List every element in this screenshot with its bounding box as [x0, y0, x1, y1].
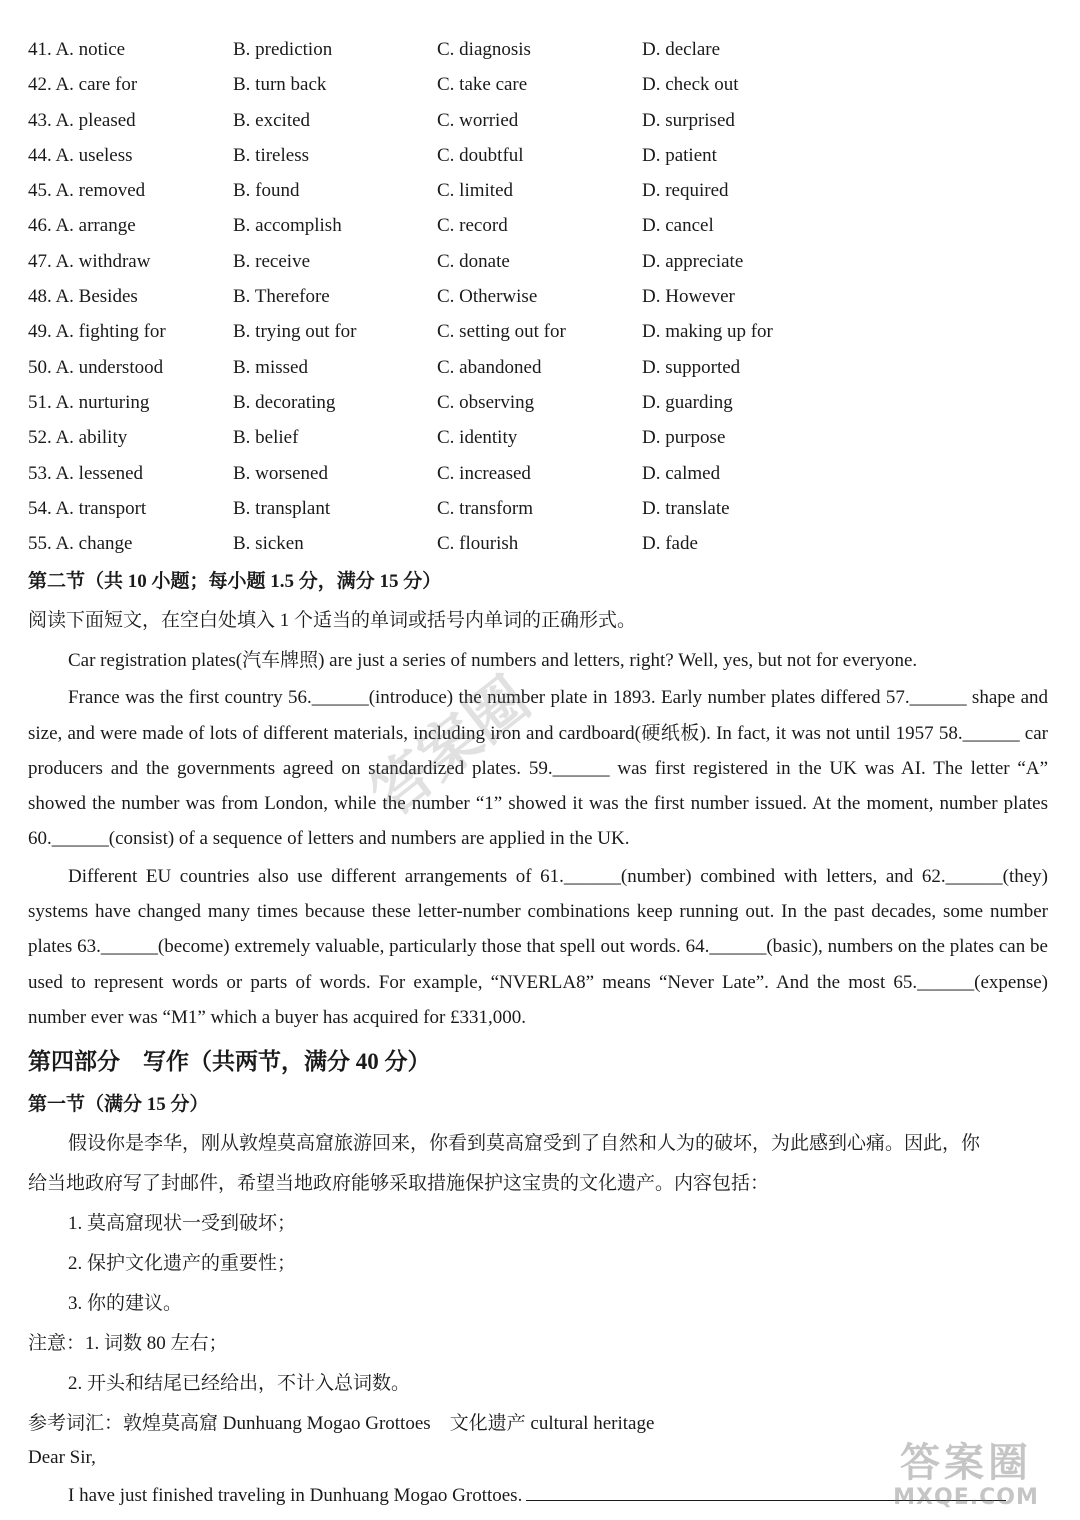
letter-first-sentence: I have just finished traveling in Dunhuang Mogao Grottoes.	[68, 1485, 523, 1506]
option-choice: 42. A. care for	[28, 74, 138, 96]
passage-paragraph: Different EU countries also use different arrangements of 61.______(number) combined with letters, and 62.______(they) systems have changed many times because these letter-number combinations keep running out. In the past decades, some number plates 63.______(become) extremely valuable, particularly those that spell out words. 64.______(basic), numbers on the plates can be used to represent words or parts of words. For example, “NVERLA8” means “Never Late”. And the most 65.______(expense) number ever was “M1” which a buyer has acquired for £331,000.	[28, 865, 1048, 1028]
option-choice: C. worried	[437, 109, 519, 131]
part4-heading: 第四部分 写作（共两节，满分 40 分）	[28, 1049, 431, 1074]
option-choice: C. transform	[437, 497, 534, 519]
option-choice: B. turn back	[233, 74, 327, 96]
option-choice: 50. A. understood	[28, 356, 164, 378]
option-row	[28, 526, 1068, 561]
option-choice: 52. A. ability	[28, 427, 128, 449]
option-choice: D. fade	[642, 533, 698, 555]
options-list	[28, 32, 1068, 561]
option-choice: C. limited	[437, 180, 513, 202]
option-row	[28, 103, 1068, 138]
section2-instruction: 阅读下面短文，在空白处填入 1 个适当的单词或括号内单词的正确形式。	[28, 610, 637, 631]
option-row	[28, 208, 1068, 243]
option-choice: D. purpose	[642, 427, 726, 449]
option-choice: 46. A. arrange	[28, 215, 136, 237]
passage	[28, 643, 1048, 1035]
option-choice: B. Therefore	[233, 286, 330, 308]
option-choice: B. receive	[233, 250, 311, 272]
option-choice: C. doubtful	[437, 144, 524, 166]
option-choice: B. found	[233, 180, 300, 202]
option-choice: 49. A. fighting for	[28, 321, 166, 343]
option-choice: B. belief	[233, 427, 299, 449]
option-choice: B. transplant	[233, 497, 331, 519]
option-choice: D. required	[642, 180, 729, 202]
option-choice: C. donate	[437, 250, 510, 272]
passage-paragraph: France was the first country 56.______(introduce) the number plate in 1893. Early number plates differed 57.______ shape and size, and were made of lots of different materials, including iron and cardboard(硬纸板). In fact, it was not until 1957 58.______ car producers and the governments agreed on standardized plates. 59.______ was first registered in the UK was AI. The letter “A” showed the number was from London, while the number “1” showed it was the first number issued. At the moment, number plates 60.______(consist) of a sequence of letters and numbers are applied in the UK.	[28, 687, 1048, 850]
option-row	[28, 32, 1068, 67]
option-row	[28, 244, 1068, 279]
option-choice: C. setting out for	[437, 321, 566, 343]
content-point-1: 1. 莫高窟现状一受到破坏；	[68, 1213, 297, 1234]
option-choice: B. tireless	[233, 144, 309, 166]
option-choice: B. decorating	[233, 391, 336, 413]
option-choice: B. excited	[233, 109, 311, 131]
option-choice: B. sicken	[233, 533, 304, 555]
option-choice: 44. A. useless	[28, 144, 133, 166]
option-choice: 41. A. notice	[28, 39, 126, 60]
option-choice: D. appreciate	[642, 250, 744, 272]
option-choice: 54. A. transport	[28, 497, 147, 519]
option-row	[28, 279, 1068, 314]
site-logo	[866, 1440, 1066, 1512]
option-choice: C. Otherwise	[437, 286, 538, 308]
part4-section1-heading: 第一节（满分 15 分）	[28, 1094, 209, 1115]
content-point-2: 2. 保护文化遗产的重要性；	[68, 1253, 297, 1274]
option-choice: B. trying out for	[233, 321, 357, 343]
option-choice: C. diagnosis	[437, 39, 531, 60]
option-choice: D. translate	[642, 497, 730, 519]
option-choice: D. calmed	[642, 462, 721, 484]
option-choice: D. making up for	[642, 321, 773, 343]
option-choice: D. cancel	[642, 215, 714, 237]
logo-text: 答案圈	[900, 1440, 1032, 1486]
option-choice: B. prediction	[233, 39, 333, 60]
option-choice: 43. A. pleased	[28, 109, 136, 131]
option-choice: 45. A. removed	[28, 180, 146, 202]
writing-prompt-line1: 假设你是李华，刚从敦煌莫高窟旅游回来，你看到莫高窟受到了自然和人为的破坏，为此感到心痛。因此，你	[68, 1133, 981, 1154]
option-row	[28, 67, 1068, 102]
option-choice: 53. A. lessened	[28, 462, 144, 484]
option-row	[28, 420, 1068, 455]
section2-heading: 第二节（共 10 小题；每小题 1.5 分，满分 15 分）	[28, 571, 442, 592]
option-row	[28, 385, 1068, 420]
passage-paragraph: Car registration plates(汽车牌照) are just a series of numbers and letters, right? Well, yes, but not for everyone.	[68, 650, 918, 671]
watermark: 答案圈	[357, 664, 543, 831]
note-2: 2. 开头和结尾已经给出，不计入总词数。	[68, 1373, 411, 1394]
option-row	[28, 491, 1068, 526]
option-row	[28, 138, 1068, 173]
option-choice: C. identity	[437, 427, 518, 449]
vocabulary-reference: 参考词汇：敦煌莫高窟 Dunhuang Mogao Grottoes 文化遗产 cultural heritage	[28, 1413, 655, 1434]
option-choice: C. increased	[437, 462, 531, 484]
option-choice: C. abandoned	[437, 356, 542, 378]
option-row	[28, 173, 1068, 208]
option-choice: D. patient	[642, 144, 717, 166]
option-choice: D. check out	[642, 74, 739, 96]
option-choice: 48. A. Besides	[28, 286, 138, 308]
logo-url: MXQE.COM	[893, 1485, 1039, 1510]
option-choice: 47. A. withdraw	[28, 250, 151, 272]
option-choice: D. However	[642, 286, 735, 308]
option-choice: D. surprised	[642, 109, 735, 131]
option-row	[28, 456, 1068, 491]
option-choice: D. guarding	[642, 391, 733, 413]
content-point-3: 3. 你的建议。	[68, 1293, 183, 1314]
option-choice: C. observing	[437, 391, 535, 413]
writing-prompt-line2: 给当地政府写了封邮件，希望当地政府能够采取措施保护这宝贵的文化遗产。内容包括：	[28, 1173, 770, 1194]
option-choice: 55. A. change	[28, 533, 133, 555]
option-choice: D. supported	[642, 356, 741, 378]
option-choice: 51. A. nurturing	[28, 391, 150, 413]
option-choice: B. missed	[233, 356, 308, 378]
option-choice: B. accomplish	[233, 215, 342, 237]
option-choice: C. take care	[437, 74, 528, 96]
option-choice: C. flourish	[437, 533, 519, 555]
option-choice: D. declare	[642, 39, 721, 60]
option-choice: C. record	[437, 215, 508, 237]
option-row	[28, 314, 1068, 349]
option-row	[28, 350, 1068, 385]
note-1: 注意：1. 词数 80 左右；	[28, 1333, 228, 1354]
option-choice: B. worsened	[233, 462, 328, 484]
letter-salutation: Dear Sir,	[28, 1447, 96, 1468]
